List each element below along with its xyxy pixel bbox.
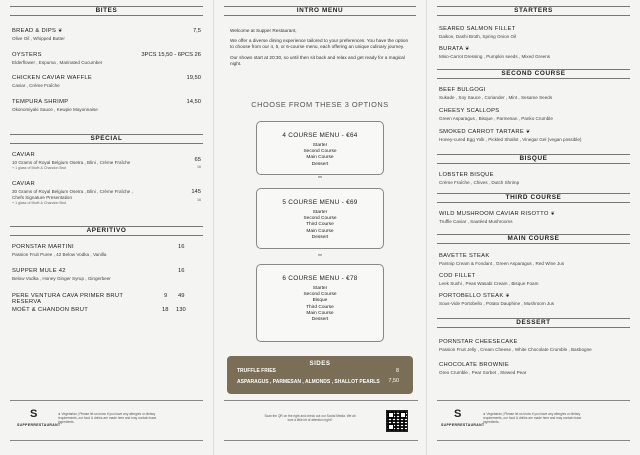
item-desc: Miso-Carrot Dressing , Pumpkin seeds , Mixed Greens (439, 53, 551, 59)
item-name: CAVIAR (12, 181, 35, 187)
footer-divider (10, 400, 203, 401)
section-header-dessert: DESSERT (437, 318, 630, 328)
item-desc: Okonomiyaki Sauce , Kewpie Mayonnaise (12, 106, 98, 112)
sides-title: SIDES (309, 360, 331, 367)
separator-stars: ** (318, 176, 322, 182)
item-price-bottle: 49 (178, 293, 185, 299)
menu-item-tempura-shrimp (12, 99, 201, 113)
menu-item-chicken-caviar-waffle (12, 75, 201, 89)
section-header-intro: INTRO MENU (224, 6, 416, 16)
course-line: Second Course (303, 149, 337, 155)
course-line: Third Course (306, 222, 334, 228)
choose-options-heading: CHOOSE FROM THESE 3 OPTIONS (251, 100, 389, 109)
item-name: PORTOBELLO STEAK (439, 293, 504, 299)
item-name: CAVIAR (12, 152, 35, 158)
footer-allergy-note: ❦ Vegetarian | Please let us know if you have any allergies or dietary requirements, our food & drinks are made here and may contain trace ingredients. (483, 412, 582, 425)
menu-item-chocolate-brownie (439, 362, 628, 376)
restaurant-logo-text: SUPPERRESTAURANT (441, 423, 485, 427)
item-price: 3PCS 15,50 - 6PCS 26 (141, 52, 201, 58)
item-desc: Sous-Vide Portobello , Potato Dauphine , Mushroom Jus (439, 300, 555, 306)
item-desc: Elderflower , Espuma , Marinated Cucumber (12, 59, 103, 65)
menu-column-center (213, 0, 427, 455)
item-price-glass: 18 (162, 307, 169, 313)
menu-item-lobster-bisque (439, 172, 628, 186)
vegetarian-icon: ❦ (525, 129, 531, 135)
item-desc: Green Asparagus , Bisque , Parmesan , Panko Crumble (439, 115, 553, 121)
item-note: + 1 glass of Moët & Chandon Brut (12, 165, 67, 170)
item-desc: Caviar , Crème Fraîche (12, 82, 60, 88)
item-note: + 1 glass of Moët & Chandon Brut (12, 200, 67, 205)
item-desc: Truffle Caviar , Sautéed Mushrooms (439, 218, 513, 224)
item-desc: 10 Grams of Royal Belgium Osetra , Blini , Crème Fraîche (12, 159, 131, 165)
item-name: OYSTERS (12, 52, 42, 58)
menu-item-caviar-10g (12, 152, 201, 170)
item-name: BEEF BULGOGI (439, 87, 486, 93)
course-line: Dessert (311, 161, 329, 167)
menu-option-title: 6 COURSE MENU - €78 (282, 275, 358, 282)
item-desc-2: Chefs Signature Presentation (12, 194, 73, 200)
item-desc: Leek Sushi , Peas Wasabi Cream , Bisque Foam (439, 280, 539, 286)
menu-option-5-course[interactable] (256, 188, 384, 249)
footer-allergy-note: ❦ Vegetarian | Please let us know if you have any allergies or dietary requirements, our food & drinks are made here and may contain trace ingredients. (58, 412, 157, 425)
course-line: Starter (312, 143, 328, 148)
footer-divider (224, 440, 418, 441)
item-name: MOËT & CHANDON BRUT (12, 307, 89, 313)
item-price-note: 16 (197, 198, 201, 202)
course-line: Main Course (306, 155, 334, 161)
intro-paragraph-2: Our shows start at 20:30, so until then sit back and relax and get ready for a magical night. (230, 54, 405, 66)
menu-option-title: 5 COURSE MENU - €69 (282, 199, 358, 206)
menu-item-cheesy-scallops (439, 108, 628, 122)
course-line: Second Course (303, 216, 337, 222)
item-name: SEARED SALMON FILLET (439, 26, 516, 32)
item-desc: Olive Oil , Whipped Butter (12, 35, 65, 41)
vegetarian-icon: ❦ (505, 293, 510, 299)
restaurant-logo-mark: S (30, 408, 38, 420)
item-name: COD FILLET (439, 273, 476, 279)
menu-item-portobello-steak (439, 293, 628, 307)
menu-option-6-course[interactable] (256, 264, 384, 342)
item-price: 16 (178, 244, 185, 250)
item-price-note: 16 (197, 165, 201, 169)
intro-paragraph-1: We offer a diverse dining experience tailored to your preferences. You have the option to choose from our 4, 5, or 6-course menu, each offering an unique culinary journey. (230, 38, 409, 50)
restaurant-logo-text: SUPPERRESTAURANT (17, 423, 61, 427)
item-desc: Crème Fraîche , Chives , Dutch Shrimp (439, 179, 520, 185)
menu-item-caviar-30g (12, 181, 201, 205)
item-desc: Parsnip Cream & Fondant , Green Asparagus , Red Wine Jus (439, 260, 565, 266)
section-header-special: SPECIAL (10, 134, 203, 144)
item-desc: Daikon, Dashi Broth, Spring Onion Oil (439, 33, 517, 39)
side-price: 7,50 (388, 378, 399, 384)
side-price: 8 (396, 368, 399, 374)
item-price: 14,50 (186, 99, 201, 105)
course-line: Second Course (303, 292, 337, 298)
footer-divider (437, 400, 630, 401)
section-header-bisque: BISQUE (437, 154, 630, 164)
item-name: BURATA (439, 46, 464, 52)
item-price-bottle: 130 (176, 307, 186, 313)
item-name: CHOCOLATE BROWNIE (439, 362, 510, 368)
menu-item-carrot-tartare (439, 129, 628, 143)
item-desc: Oreo Crumble , Pear Sorbet , Stewed Pear (439, 369, 527, 375)
section-header-starters: STARTERS (437, 6, 630, 16)
item-name: PERE VENTURA CAVA PRIMER BRUT RESERVA (12, 293, 124, 305)
menu-column-left (0, 0, 213, 455)
footer-social-note: Scan the QR on the right and check out our Social Media. We all love a little bit of attention right? (264, 414, 356, 423)
intro-text (230, 28, 412, 67)
item-price-glass: 9 (164, 293, 168, 299)
item-name: CHEESY SCALLOPS (439, 108, 500, 114)
item-desc: Below Vodka , Honey Ginger Syrup , Gingerbeer (12, 275, 111, 281)
item-name: BAVETTE STEAK (439, 253, 490, 259)
restaurant-logo-mark: S (454, 408, 462, 420)
section-header-aperitivo: APERITIVO (10, 226, 203, 236)
item-price: 145 (191, 189, 201, 195)
menu-item-supper-mule (12, 268, 201, 282)
section-header-third-course: THIRD COURSE (437, 193, 630, 203)
menu-option-title: 4 COURSE MENU - €64 (282, 132, 358, 139)
item-desc: 30 Grams of Royal Belgium Osetra , Blini , Crème Fraîche , (12, 188, 133, 194)
footer-divider (10, 440, 203, 441)
item-name: LOBSTER BISQUE (439, 172, 494, 178)
footer-divider (224, 400, 418, 401)
item-name: WILD MUSHROOM CAVIAR RISOTTO (439, 211, 549, 217)
menu-item-pere-ventura (12, 293, 153, 305)
item-price: 65 (194, 157, 201, 163)
item-desc: Passion Fruit Jelly , Cream Cheese , White Chocolate Crumble , Basbogne (439, 346, 592, 352)
course-line: Bisque (312, 298, 328, 304)
item-price: 16 (178, 268, 185, 274)
footer-divider (437, 440, 630, 441)
course-line: Starter (312, 286, 328, 291)
item-name: PORNSTAR MARTINI (12, 244, 74, 250)
course-line: Dessert (311, 317, 329, 323)
section-header-bites: BITES (10, 6, 203, 16)
section-header-second-course: SECOND COURSE (437, 69, 630, 79)
menu-item-bavette-steak (439, 253, 628, 267)
vegetarian-icon: ❦ (550, 211, 556, 217)
course-line: Starter (312, 210, 328, 215)
item-price: 19,50 (186, 75, 201, 81)
item-desc: Passion Fruit Puree , 42 Below Vodka , Vanilla (12, 251, 107, 257)
item-desc: Sukade , Soy Sauce , Coriander , Mint , Sesame Seeds (439, 94, 553, 100)
menu-item-pornstar-cheesecake (439, 339, 628, 353)
menu-item-salmon (439, 26, 628, 40)
item-name: CHICKEN CAVIAR WAFFLE (12, 75, 93, 81)
intro-welcome: Welcome at Supper Restaurant, (230, 28, 297, 33)
vegetarian-icon: ❦ (465, 46, 470, 52)
item-desc: Honey-cured Egg Yolk , Pickled Shallot , Vinegar Gel (vegan possible) (439, 136, 582, 142)
vegetarian-icon: ❦ (58, 28, 63, 34)
menu-item-cod-fillet (439, 273, 628, 287)
course-line: Third Course (306, 304, 334, 310)
menu-item-beef-bulgogi (439, 87, 628, 101)
section-header-main-course: MAIN COURSE (437, 234, 630, 244)
menu-option-4-course[interactable] (256, 121, 384, 175)
item-name: SUPPER MULE 42 (12, 268, 66, 274)
menu-item-burata (439, 46, 628, 60)
course-line: Dessert (311, 234, 329, 240)
course-line: Main Course (306, 310, 334, 316)
item-name: BREAD & DIPS (12, 28, 57, 34)
course-line: Main Course (306, 228, 334, 234)
side-name: TRUFFLE FRIES (237, 368, 276, 374)
menu-column-right (427, 0, 640, 455)
qr-code[interactable] (386, 410, 408, 432)
item-name: PORNSTAR CHEESECAKE (439, 339, 518, 345)
menu-item-moet-chandon (12, 307, 201, 313)
item-name: TEMPURA SHRIMP (12, 99, 69, 105)
separator-stars: ** (318, 254, 322, 260)
side-name: ASPARAGUS , PARMESAN , ALMONDS , SHALLOT PEARLS (237, 379, 380, 385)
menu-item-bread-dips (12, 28, 201, 42)
item-price: 7,5 (192, 28, 201, 34)
sides-panel (227, 356, 413, 394)
menu-item-mushroom-risotto (439, 211, 628, 225)
item-name: SMOKED CARROT TARTARE (439, 129, 524, 135)
menu-item-pornstar-martini (12, 244, 201, 258)
